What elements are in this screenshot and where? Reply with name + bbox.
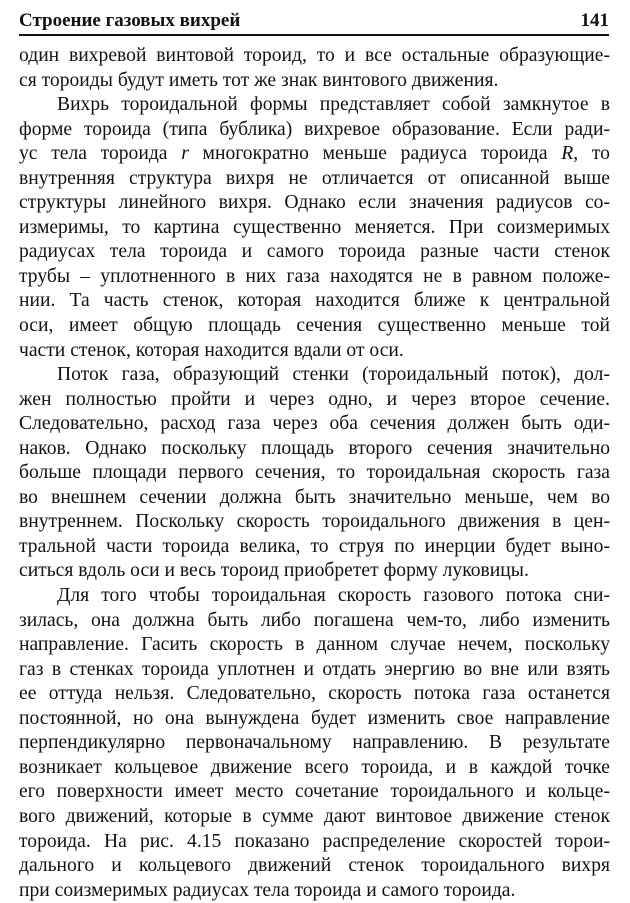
text-line: внутреннем. Поскольку скорость тороидального движения в цен- (19, 511, 610, 533)
text-line: наков. Однако поскольку площадь второго сечения значительно (19, 437, 610, 459)
text-line: направление. Гасить скорость в данном случае нечем, поскольку (19, 634, 610, 656)
text-line: Поток газа, образующий стенки (тороидальный поток), дол- (57, 364, 610, 386)
text-line: зилась, она должна быть либо погашена чем-то, либо изменить (19, 609, 610, 631)
text-line: ситься вдоль оси и весь тороид приобретет форму луковицы. (19, 560, 529, 582)
text-line: оси, имеет общую площадь сечения существенно меньше той (19, 315, 610, 337)
text-line: ус тела тороида r многократно меньше радиуса тороида R, то (19, 143, 610, 165)
text-line: тральной части тороида велика, то струя по инерции будет выно- (19, 535, 610, 557)
text-line: трубы – уплотненного в них газа находятся не в равном положе- (19, 265, 610, 287)
text-line: вого движений, которые в сумме дают винтовое движение стенок (19, 805, 610, 827)
page-header (19, 8, 609, 36)
text-line: Следовательно, расход газа через оба сечения должен быть оди- (19, 413, 610, 435)
text-line: радиусах тела тороида и самого тороида разные части стенок (19, 241, 610, 263)
text-line: нии. Та часть стенок, которая находится ближе к центральной (19, 290, 610, 312)
text-line: измеримы, то картина существенно меняется. При соизмеримых (19, 216, 610, 238)
text-line: тороида. На рис. 4.15 показано распределение скоростей торои- (19, 830, 610, 852)
text-line: перпендикулярно первоначальному направлению. В результате (19, 732, 610, 754)
text-line: структуры линейного вихря. Однако если значения радиусов со- (19, 192, 610, 214)
text-line: внутренняя структура вихря не отличается от описанной выше (19, 167, 610, 189)
text-line: во внешнем сечении должна быть значительно меньше, чем во (19, 486, 610, 508)
page-number: 141 (580, 10, 609, 31)
text-line: при соизмеримых радиусах тела тороида и самого тороида. (19, 879, 516, 901)
text-line: жен полностью пройти и через одно, и через второе сечение. (19, 388, 610, 410)
text-line: части стенок, которая находится вдали от оси. (19, 339, 404, 361)
text-line: дального и кольцевого движений стенок тороидального вихря (19, 855, 610, 877)
text-line: больше площади первого сечения, то тороидальная скорость газа (19, 462, 610, 484)
text-line: Для того чтобы тороидальная скорость газового потока сни- (57, 585, 610, 607)
text-line: один вихревой винтовой тороид, то и все остальные образующие- (19, 45, 610, 66)
text-line: форме тороида (типа бублика) вихревое образование. Если ради- (19, 118, 610, 140)
text-line: газ в стенках тороида уплотнен и отдать энергию во вне или взять (19, 658, 610, 680)
text-line: постоянной, но она вынуждена будет изменить свое направление (19, 707, 610, 729)
text-line: ее оттуда нельзя. Следовательно, скорость потока газа останется (19, 683, 610, 705)
text-line: ся тороиды будут иметь тот же знак винтового движения. (19, 69, 499, 91)
running-title: Строение газовых вихрей (19, 10, 241, 31)
text-line: его поверхности имеет место сочетание тороидального и кольце- (19, 781, 610, 803)
text-line: возникает кольцевое движение всего тороида, и в каждой точке (19, 756, 610, 778)
text-line: Вихрь тороидальной формы представляет собой замкнутое в (57, 94, 610, 116)
body-text (19, 44, 610, 903)
